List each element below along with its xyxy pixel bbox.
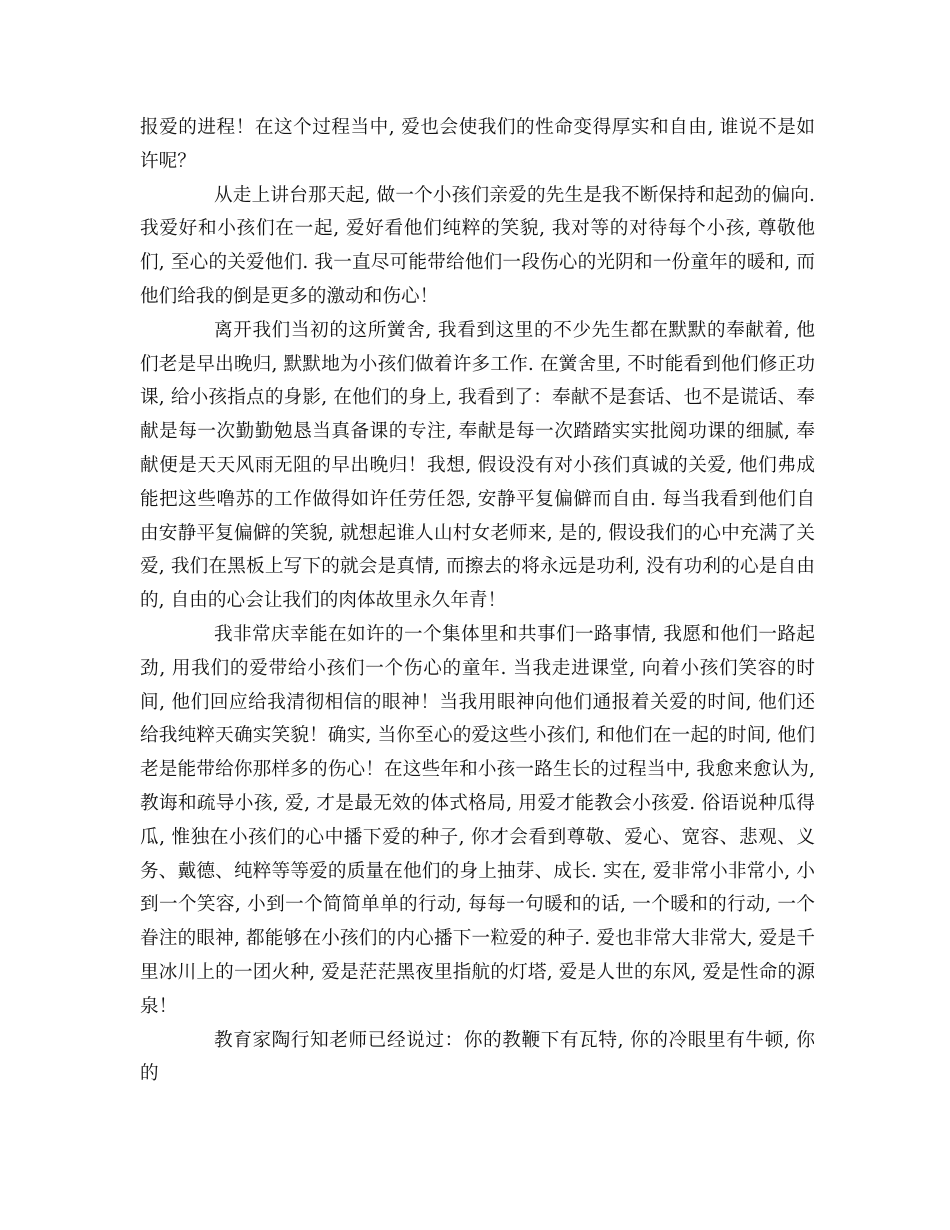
paragraph-teachers-dedication: 离开我们当初的这所黉舍, 我看到这里的不少先生都在默默的奉献着, 他们老是早出晚归, 默默地为小孩们做着许多工作. 在黉舍里, 不时能看到他们修正功课, 给小孩指点的身影, 在他们的身上, 我看到了：奉献不是套话、也不是谎话、奉献是每一次勤勤勉恳当真备课的专注, 奉献是每一次踏踏实实批阅功课的细腻, 奉献便是天天风雨无阻的早出晚归！我想, 假设没有对小孩们真诚的关爱, 他们弗成能把这些噜苏的工作做得如许任劳任怨, 安静平复偏僻而自由. 每当我看到他们自由安静平复偏僻的笑貌, 就想起谁人山村女老师来, 是的, 假设我们的心中充满了关爱, 我们在黑板上写下的就会是真情, 而擦去的将永远是功利, 没有功利的心是自由的, 自由的心会让我们的肉体故里永久年青！ — [140, 319, 815, 612]
document-body — [140, 111, 815, 1091]
paragraph-working-with-colleagues: 我非常庆幸能在如许的一个集体里和共事们一路事情, 我愿和他们一路起劲, 用我们的爱带给小孩们一个伤心的童年. 当我走进课堂, 向着小孩们笑容的时间, 他们回应给我清彻相信的眼神！当我用眼神向他们通报着关爱的时间, 他们还给我纯粹天确实笑貌！确实, 当你至心的爱这些小孩们, 和他们在一起的时间, 他们老是能带给你那样多的伤心！在这些年和小孩一路生长的过程当中, 我愈来愈认为, 教诲和疏导小孩, 爱, 才是最无效的体式格局, 用爱才能教会小孩爱. 俗语说种瓜得瓜, 惟独在小孩们的心中播下爱的种子, 你才会看到尊敬、爱心、宽容、悲观、义务、戴德、纯粹等等爱的质量在他们的身上抽芽、成长. 实在, 爱非常小非常小, 小到一个笑容, 小到一个简简单单的行动, 每每一句暖和的话, 一个暖和的行动, 一个眷注的眼神, 都能够在小孩们的内心播下一粒爱的种子. 爱也非常大非常大, 爱是千里冰川上的一团火种, 爱是茫茫黑夜里指航的灯塔, 爱是人世的东风, 爱是性命的源泉！ — [140, 623, 815, 1017]
paragraph-teaching-aspiration: 从走上讲台那天起, 做一个小孩们亲爱的先生是我不断保持和起劲的偏向. 我爱好和小孩们在一起, 爱好看他们纯粹的笑貌, 我对等的对待每个小孩, 尊敬他们, 至心的关爱他们. 我一直尽可能带给他们一段伤心的光阴和一份童年的暖和, 而他们给我的倒是更多的激动和伤心！ — [140, 184, 815, 307]
paragraph-tao-xingzhi-quote: 教育家陶行知老师已经说过：你的教鞭下有瓦特, 你的冷眼里有牛顿, 你的 — [140, 1029, 815, 1085]
paragraph-continuation: 报爱的进程！在这个过程当中, 爱也会使我们的性命变得厚实和自由, 谁说不是如许呢？ — [140, 117, 815, 172]
